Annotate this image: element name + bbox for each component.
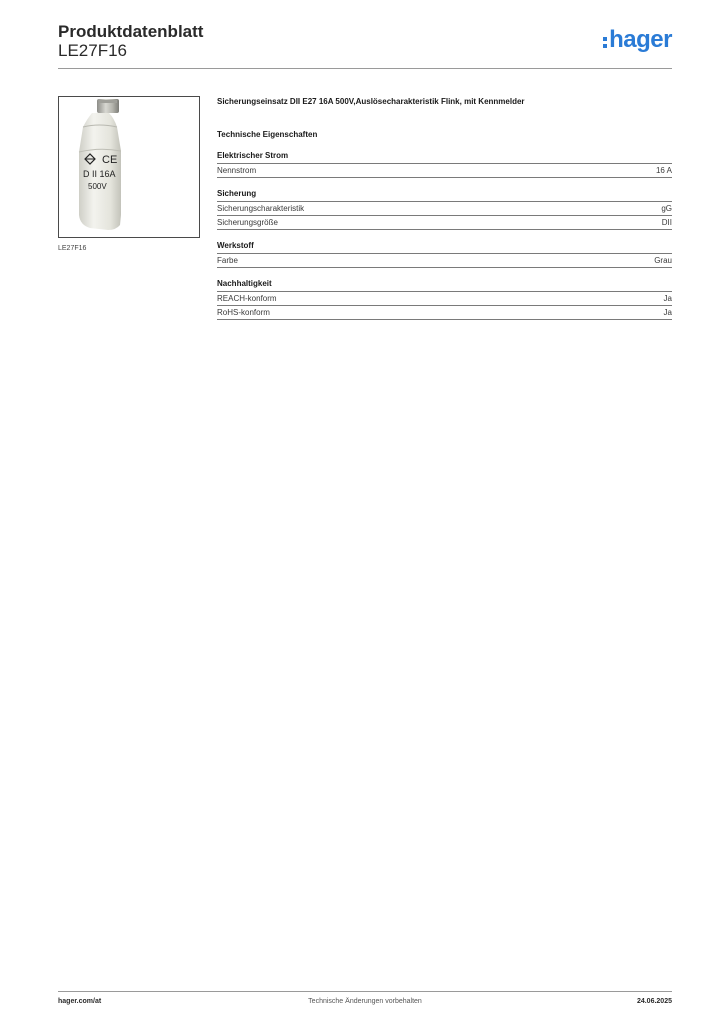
product-image <box>58 96 200 238</box>
property-row <box>217 216 672 230</box>
product-code: LE27F16 <box>58 41 127 60</box>
document-header <box>58 22 203 60</box>
property-label: RoHS-konform <box>217 308 270 317</box>
group-title: Sicherung <box>217 189 672 202</box>
header-divider <box>58 68 672 69</box>
property-row <box>217 306 672 320</box>
logo-text: hager <box>609 26 672 53</box>
property-group-fuse <box>217 189 672 230</box>
property-row <box>217 164 672 178</box>
product-description: Sicherungseinsatz DII E27 16A 500V,Auslösecharakteristik Flink, mit Kennmelder <box>217 97 525 106</box>
footer-note: Technische Änderungen vorbehalten <box>308 998 422 1005</box>
fuse-voltage-label: 500V <box>88 182 107 191</box>
property-row <box>217 292 672 306</box>
page-footer <box>58 998 672 1005</box>
image-caption: LE27F16 <box>58 245 87 252</box>
footer-divider <box>58 991 672 992</box>
property-value: Ja <box>663 308 672 317</box>
property-label: Sicherungscharakteristik <box>217 204 305 213</box>
group-title: Elektrischer Strom <box>217 151 672 164</box>
property-group-sustainability <box>217 279 672 320</box>
property-label: Sicherungsgröße <box>217 218 278 227</box>
property-row <box>217 202 672 216</box>
fuse-illustration <box>59 97 199 237</box>
technical-properties-heading: Technische Eigenschaften <box>217 130 318 139</box>
property-value: Grau <box>654 256 672 265</box>
property-label: REACH-konform <box>217 294 277 303</box>
property-group-material <box>217 241 672 268</box>
property-value: DII <box>661 218 672 227</box>
ce-mark: CE <box>102 154 118 166</box>
property-label: Nennstrom <box>217 166 257 175</box>
document-title: Produktdatenblatt <box>58 22 204 41</box>
group-title: Werkstoff <box>217 241 672 254</box>
group-title: Nachhaltigkeit <box>217 279 672 292</box>
property-group-electrical <box>217 151 672 178</box>
product-details <box>217 96 672 320</box>
hager-logo <box>603 28 672 52</box>
property-value: 16 A <box>655 166 672 175</box>
property-row <box>217 254 672 268</box>
property-value: Ja <box>663 294 672 303</box>
property-value: gG <box>661 204 672 213</box>
logo-dots-icon <box>603 37 607 48</box>
footer-website-link[interactable]: hager.com/at <box>58 998 102 1005</box>
footer-date: 24.06.2025 <box>636 998 672 1005</box>
property-label: Farbe <box>217 256 238 265</box>
fuse-rating-label: D II 16A <box>83 169 116 179</box>
